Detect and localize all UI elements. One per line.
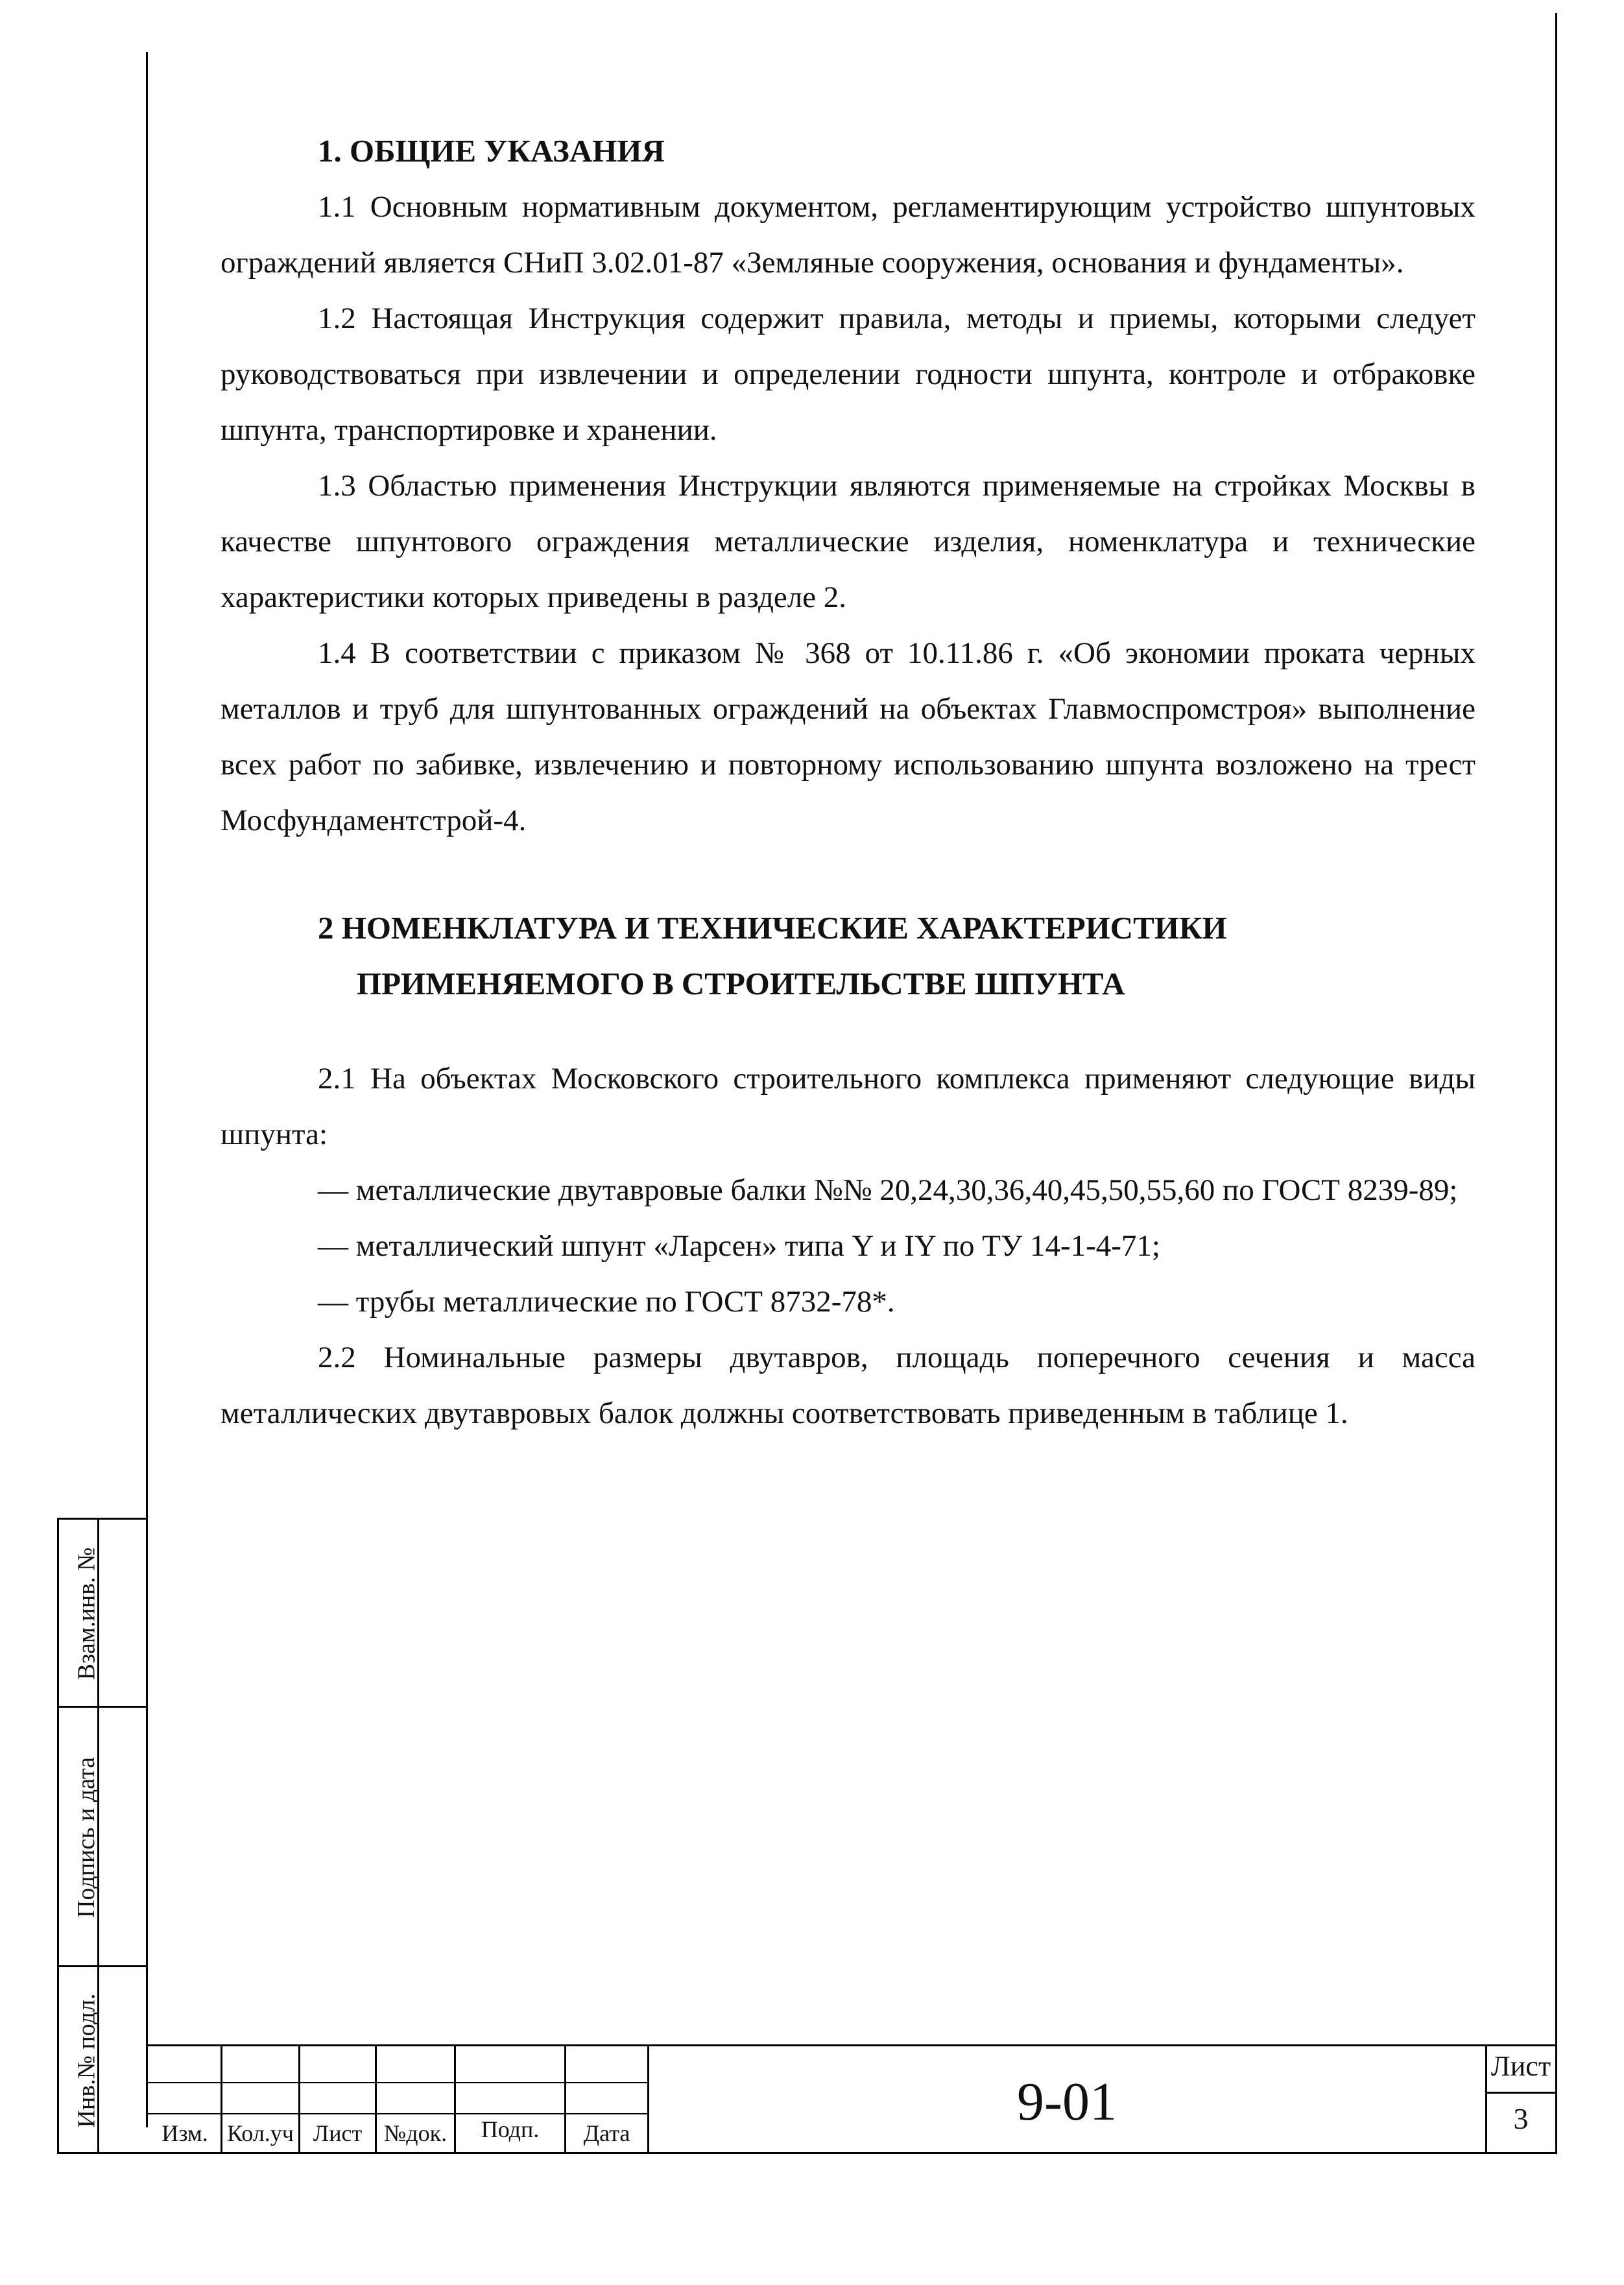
col-ndok: №док. [383, 2120, 448, 2146]
title-block-row-1 [148, 2082, 647, 2083]
col-list: Лист [313, 2120, 363, 2146]
frame-bottom-line [57, 2152, 1557, 2154]
list-item-larsen: — металлический шпунт «Ларсен» типа Y и IY по ТУ 14-1-4-71; [318, 1229, 1160, 1263]
frame-left-line [146, 52, 148, 2127]
col-data: Дата [583, 2120, 630, 2146]
paragraph-2-1: 2.1 На объектах Московского строительного комплекса применяют следующие виды шпунта: [221, 1062, 1475, 1151]
side-label-vzam: Взам.инв. № [73, 1547, 101, 1680]
section2-heading-line1: 2 НОМЕНКЛАТУРА И ТЕХНИЧЕСКИЕ ХАРАКТЕРИСТИКИ [318, 910, 1227, 946]
side-stamp-top [57, 1518, 148, 1520]
side-stamp-sep-2 [57, 1965, 148, 1967]
list-item-beams: — металлические двутавровые балки №№ 20,24,30,36,40,45,50,55,60 по ГОСТ 8239-89; [318, 1173, 1458, 1207]
col-koluch: Кол.уч [227, 2120, 294, 2146]
sheet-label: Лист [1490, 2050, 1551, 2082]
title-block-sheet-sep [1485, 2092, 1557, 2094]
paragraph-1-4: 1.4 В соответствии с приказом № 368 от 10.11.86 г. «Об экономии проката черных металлов и труб для шпунтованных ограждений на объектах Главмоспромстроя» выполнение всех работ по забивке, извлечению и повторному использованию шпунта возложено на трест Мосфундаментстрой-4. [221, 636, 1475, 837]
document-body [221, 123, 1475, 1441]
document-code: 9-01 [1017, 2071, 1117, 2132]
paragraph-1-3: 1.3 Областью применения Инструкции являются применяемые на стройках Москвы в качестве шпунтового ограждения металлические изделия, номенклатура и технические характеристики которых приведены в разделе 2. [221, 469, 1475, 614]
side-label-inv: Инв.№ подл. [73, 1992, 101, 2128]
paragraph-1-2: 1.2 Настоящая Инструкция содержит правила, методы и приемы, которыми следует руководствоваться при извлечении и определении годности шпунта, контроле и отбраковке шпунта, транспортировке и хранении. [221, 302, 1475, 447]
title-block-top [148, 2044, 1557, 2046]
list-item-pipes: — трубы металлические по ГОСТ 8732-78*. [318, 1285, 895, 1319]
col-izm: Изм. [161, 2120, 208, 2146]
side-label-podpis: Подпись и дата [73, 1756, 101, 1918]
section2-heading-line2: ПРИМЕНЯЕМОГО В СТРОИТЕЛЬСТВЕ ШПУНТА [357, 966, 1125, 1001]
side-stamp-outer-left [57, 1518, 59, 2153]
sheet-number: 3 [1513, 2102, 1529, 2135]
col-podp: Подп. [481, 2116, 540, 2142]
side-stamp-sep-1 [57, 1706, 148, 1708]
title-block-row-2 [148, 2113, 647, 2114]
frame-right-line [1555, 13, 1557, 2153]
section1-heading: 1. ОБЩИЕ УКАЗАНИЯ [318, 133, 665, 169]
paragraph-1-1: 1.1 Основным нормативным документом, регламентирующим устройство шпунтовых ограждений является СНиП 3.02.01-87 «Земляные сооружения, основания и фундаменты». [221, 190, 1475, 280]
paragraph-2-2: 2.2 Номинальные размеры двутавров, площадь поперечного сечения и масса металлических двутавровых балок должны соответствовать приведенным в таблице 1. [221, 1341, 1475, 1430]
